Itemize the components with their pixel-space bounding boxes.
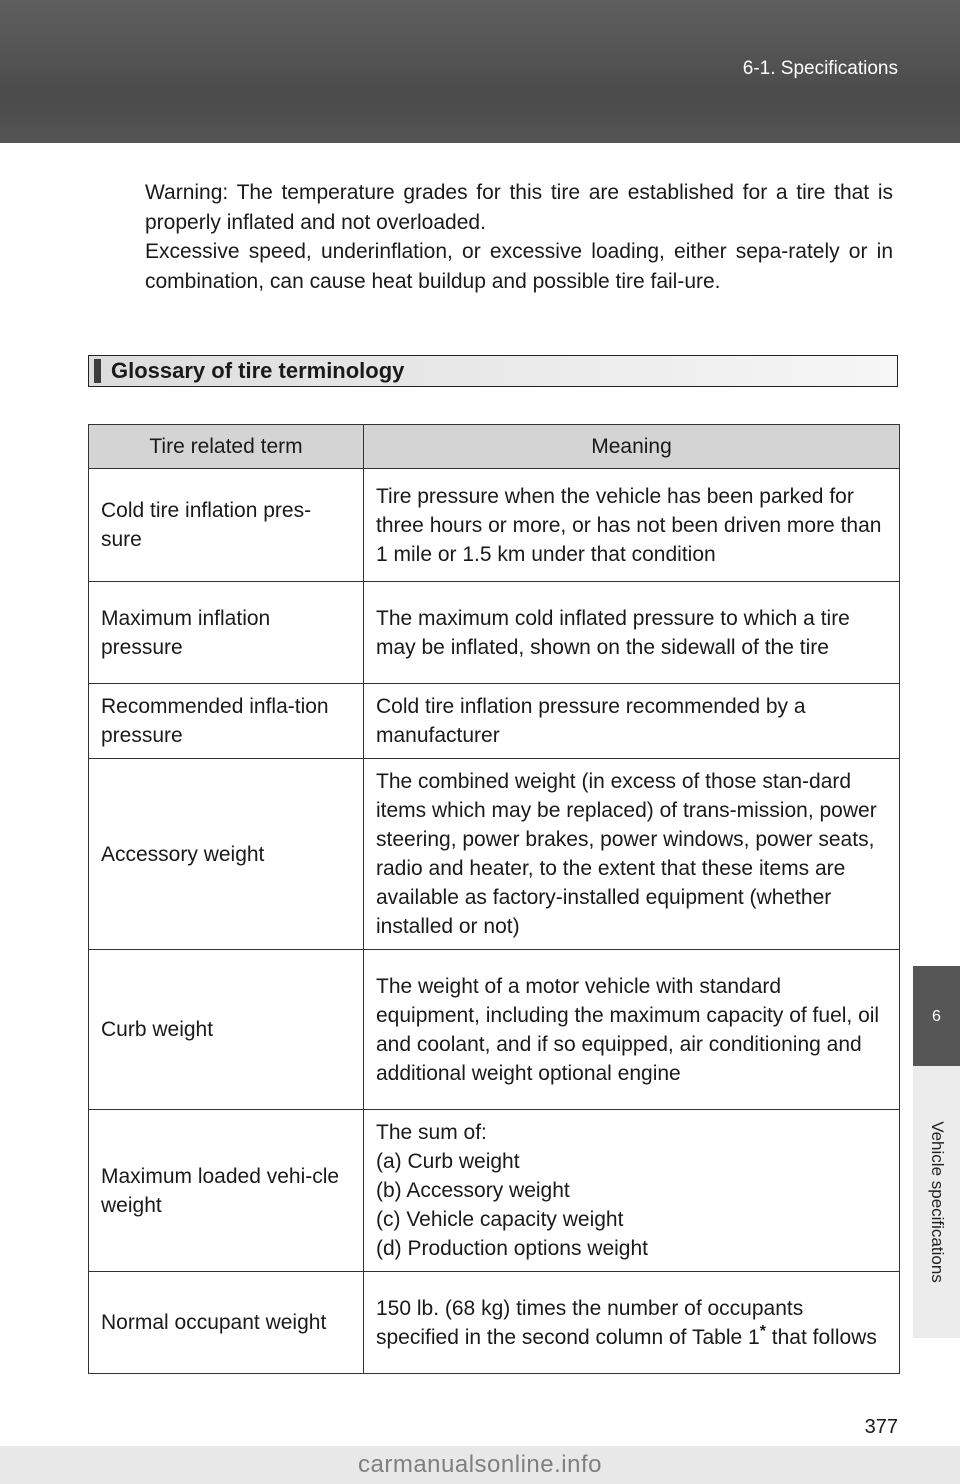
meaning-cell bbox=[364, 1272, 900, 1374]
glossary-heading bbox=[88, 355, 898, 387]
table-row bbox=[89, 950, 900, 1110]
chapter-number: 6 bbox=[932, 1008, 941, 1025]
table-header-row bbox=[89, 425, 900, 469]
glossary-title: Glossary of tire terminology bbox=[111, 358, 405, 383]
table-row bbox=[89, 759, 900, 950]
meaning-cell: The combined weight (in excess of those stan-dard items which may be replaced) of trans-mission, power steering, power brakes, power windows, power seats, radio and heater, to the extent that these items are available as factory-installed equipment (whether installed or not) bbox=[364, 759, 900, 950]
term-cell: Normal occupant weight bbox=[89, 1272, 364, 1374]
meaning-cell: Tire pressure when the vehicle has been parked for three hours or more, or has not been driven more than 1 mile or 1.5 km under that condition bbox=[364, 469, 900, 582]
term-cell: Maximum loaded vehi-cle weight bbox=[89, 1110, 364, 1272]
meaning-cell: Cold tire inflation pressure recommended by a manufacturer bbox=[364, 684, 900, 759]
warning-line-2: Excessive speed, underinflation, or excessive loading, either sepa-rately or in combination, can cause heat buildup and possible tire fail-ure. bbox=[145, 240, 893, 293]
meaning-line: (c) Vehicle capacity weight bbox=[376, 1208, 624, 1231]
table-row bbox=[89, 1110, 900, 1272]
page-header bbox=[0, 0, 960, 143]
section-title: 6-1. Specifications bbox=[742, 58, 898, 79]
term-cell: Maximum inflation pressure bbox=[89, 582, 364, 684]
meaning-line: The sum of: bbox=[376, 1121, 487, 1144]
table-row bbox=[89, 684, 900, 759]
warning-paragraph bbox=[145, 178, 893, 296]
meaning-line: (d) Production options weight bbox=[376, 1237, 648, 1260]
heading-marker bbox=[94, 359, 101, 383]
meaning-text: 150 lb. (68 kg) times the number of occupants specified in the second column of Table 1 bbox=[376, 1296, 804, 1349]
chapter-label: Vehicle specifications bbox=[927, 1121, 947, 1283]
column-header-term: Tire related term bbox=[89, 425, 364, 469]
meaning-cell bbox=[364, 1110, 900, 1272]
term-cell: Curb weight bbox=[89, 950, 364, 1110]
meaning-text-end: that follows bbox=[765, 1325, 877, 1349]
meaning-cell: The maximum cold inflated pressure to which a tire may be inflated, shown on the sidewall of the tire bbox=[364, 582, 900, 684]
watermark: carmanualsonline.info bbox=[0, 1446, 960, 1484]
table-row bbox=[89, 469, 900, 582]
meaning-line: (b) Accessory weight bbox=[376, 1179, 570, 1202]
meaning-line: (a) Curb weight bbox=[376, 1150, 520, 1173]
glossary-table bbox=[88, 424, 900, 1374]
term-cell: Cold tire inflation pres-sure bbox=[89, 469, 364, 582]
asterisk-footnote-mark: * bbox=[759, 1322, 766, 1340]
table-row bbox=[89, 582, 900, 684]
table-row bbox=[89, 1272, 900, 1374]
term-cell: Accessory weight bbox=[89, 759, 364, 950]
column-header-meaning: Meaning bbox=[364, 425, 900, 469]
term-cell: Recommended infla-tion pressure bbox=[89, 684, 364, 759]
chapter-tab-label bbox=[913, 1066, 960, 1338]
warning-line-1: Warning: The temperature grades for this tire are established for a tire that is properly inflated and not overloaded. bbox=[145, 181, 893, 234]
meaning-cell: The weight of a motor vehicle with standard equipment, including the maximum capacity of fuel, oil and coolant, and if so equipped, air conditioning and additional weight optional engine bbox=[364, 950, 900, 1110]
page-number: 377 bbox=[864, 1416, 898, 1438]
chapter-tab-number bbox=[913, 966, 960, 1066]
